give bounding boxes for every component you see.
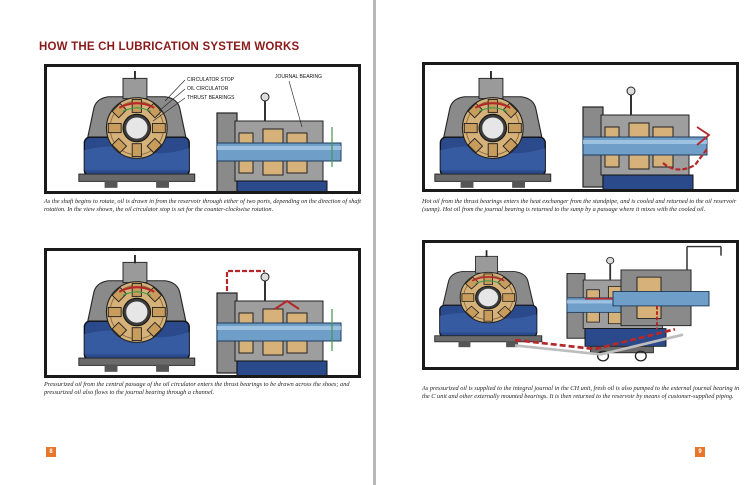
- label-thrust-bearings: THRUST BEARINGS: [187, 95, 235, 101]
- page-number-left: 8: [46, 447, 56, 457]
- page-heading: HOW THE CH LUBRICATION SYSTEM WORKS: [39, 41, 300, 53]
- label-circulator-stop: CIRCULATOR STOP: [187, 77, 234, 83]
- caption-bottom-right: As pressurized oil is supplied to the integral journal in the CH unit, fresh oil is also pumped to the external journal bearing in the C unit and other externally mounted bearings. It is then returned to the reservoir by means of customer-supplied piping.: [422, 385, 740, 401]
- diagram-top-right: [422, 62, 739, 192]
- caption-bottom-left: Pressurized oil from the central passage of the oil circulator enters the thrust bearings to be drawn across the shoes; and pressurized oil also flows to the journal bearing through a channel.: [44, 381, 350, 397]
- diagram-bottom-left: [44, 248, 361, 378]
- label-oil-circulator: OIL CIRCULATOR: [187, 86, 229, 92]
- label-journal-bearing: JOURNAL BEARING: [275, 74, 323, 80]
- diagram-top-left: [44, 64, 361, 194]
- caption-top-right: Hot oil from the thrust bearings enters the heat exchanger from the standpipe, and is cooled and returned to the oil reservoir (sump). Hot oil from the journal bearing is returned to the sump by a passage where it mixes with the cooled oil.: [422, 198, 737, 214]
- left-page: [0, 0, 373, 485]
- diagram-bottom-right: [422, 240, 739, 370]
- right-page: [376, 0, 750, 485]
- caption-top-left: As the shaft begins to rotate, oil is drawn in from the reservoir through either of two ports, depending on the direction of shaft rotation. In the view shown, the oil circulator stop is set for the counter-clockwise rotation.: [44, 198, 361, 214]
- page-number-right: 9: [695, 447, 705, 457]
